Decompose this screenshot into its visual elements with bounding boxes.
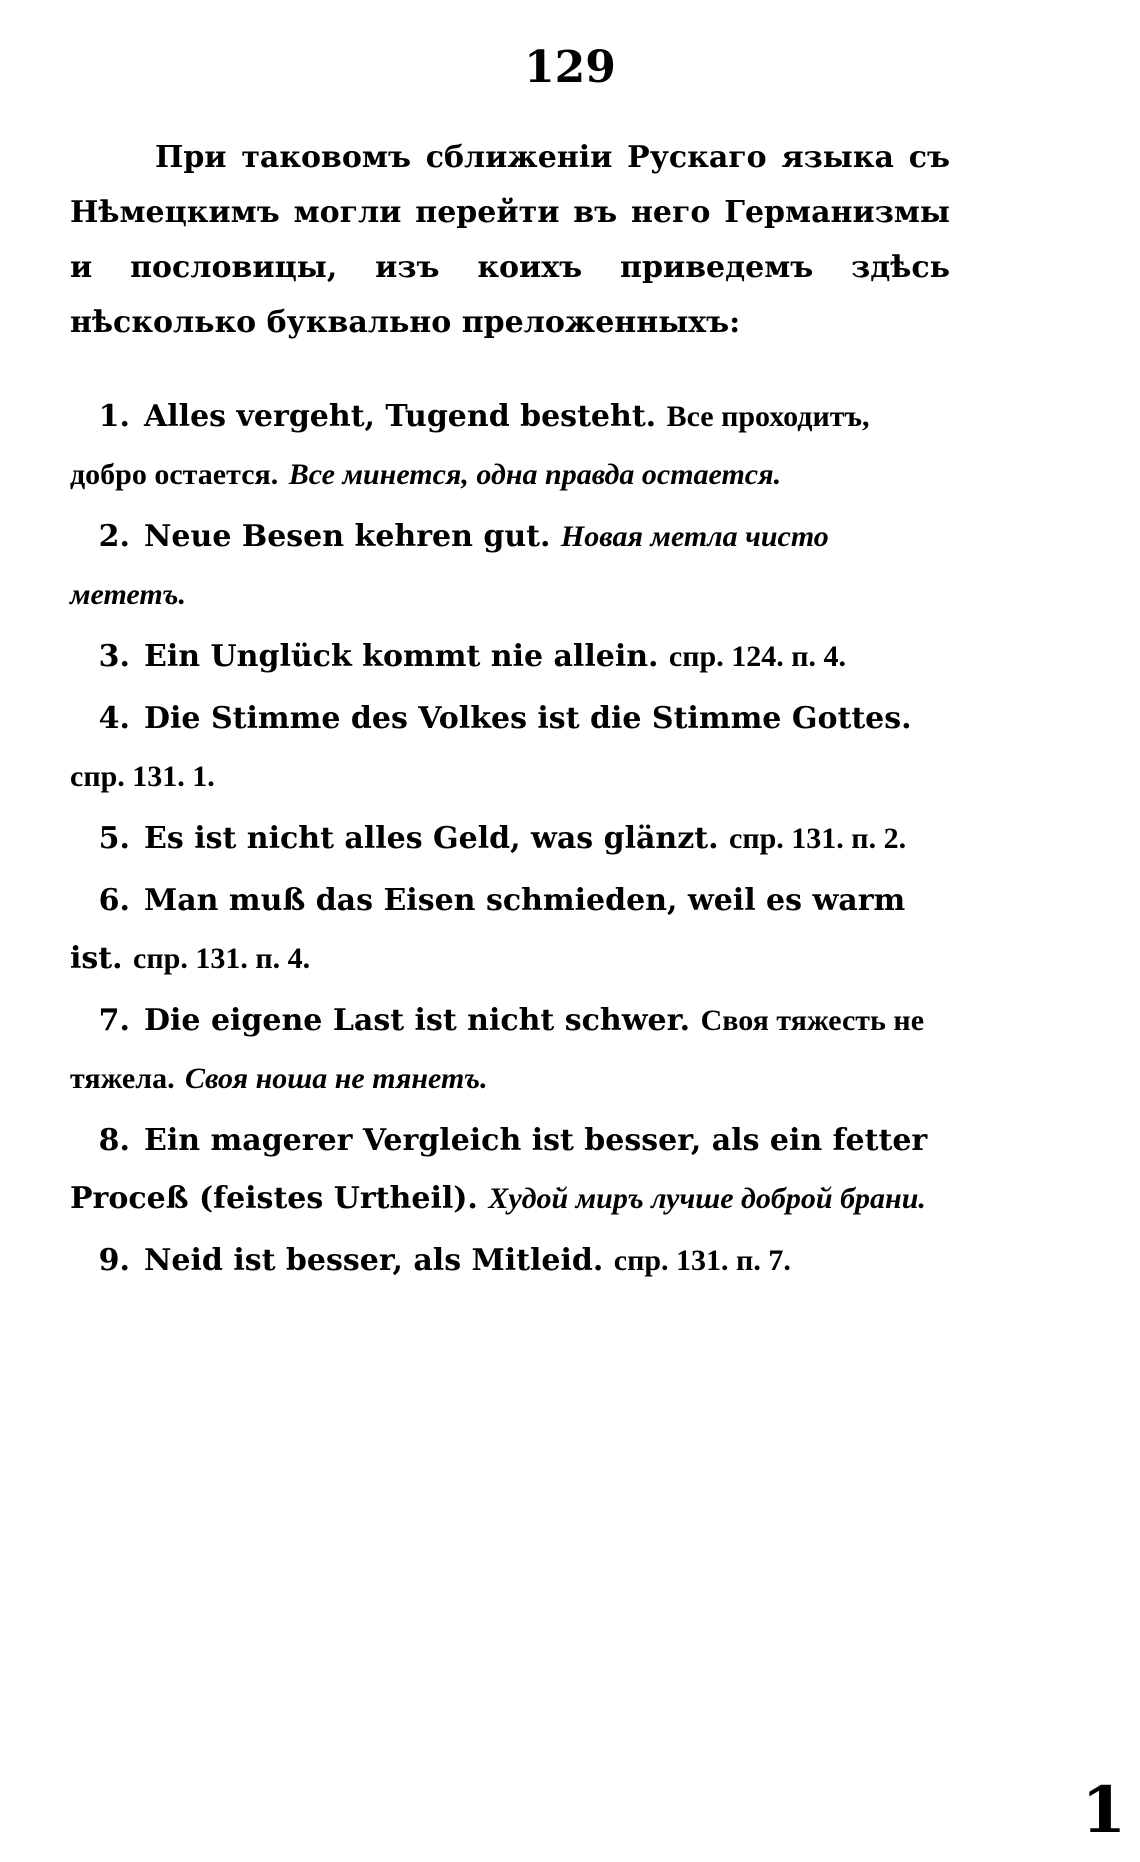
entry-russian: Все проходитъ, добро остается. (70, 400, 870, 491)
proverb-entry (70, 992, 950, 1108)
corner-mark: 1 (1081, 1773, 1126, 1848)
entry-german: Neid ist besser, als Mitleid. (144, 1243, 604, 1278)
entry-translation: Новая метла чисто мететъ. (70, 520, 829, 611)
entry-translation: Худой миръ лучше доброй брани. (488, 1182, 926, 1215)
entry-number: 1. (98, 399, 130, 434)
proverb-entry (70, 810, 950, 868)
entry-german: Alles vergeht, Tugend besteht. (144, 399, 657, 434)
proverb-entry (70, 1232, 950, 1290)
entry-translation: Все минется, одна правда остается. (288, 458, 782, 491)
page-number: 129 (524, 42, 616, 93)
proverb-entry (70, 1112, 950, 1228)
entry-reference: спр. 124. п. 4. (668, 640, 846, 673)
entry-german: Neue Besen kehren gut. (144, 519, 551, 554)
entry-number: 2. (98, 519, 130, 554)
entry-number: 8. (98, 1123, 130, 1158)
entry-german: Ein Unglück kommt nie allein. (144, 639, 659, 674)
entry-reference: спр. 131. 1. (70, 760, 215, 793)
entry-number: 3. (98, 639, 130, 674)
entry-number: 4. (98, 701, 130, 736)
entry-german: Es ist nicht alles Geld, was glänzt. (144, 821, 719, 856)
entry-reference: спр. 131. п. 2. (729, 822, 907, 855)
entry-german: Man muß das Eisen schmieden, weil es warm ist. (70, 883, 906, 976)
proverb-entry (70, 690, 950, 806)
proverb-list (70, 388, 950, 1294)
proverb-entry (70, 872, 950, 988)
entry-number: 9. (98, 1243, 130, 1278)
entry-reference: спр. 131. п. 4. (133, 942, 311, 975)
entry-german: Ein magerer Vergleich ist besser, als ein fetter Proceß (feistes Urtheil). (70, 1123, 928, 1216)
entry-reference: спр. 131. п. 7. (613, 1244, 791, 1277)
intro-paragraph (70, 130, 950, 350)
entry-russian: Своя тяжесть не тяжела. (70, 1004, 925, 1095)
entry-number: 5. (98, 821, 130, 856)
proverb-entry (70, 628, 950, 686)
entry-german: Die Stimme des Volkes ist die Stimme Gottes. (144, 701, 912, 736)
proverb-entry (70, 508, 950, 624)
entry-number: 7. (98, 1003, 130, 1038)
intro-text: При таковомъ сближенiи Рускаго языка съ Нѣмецкимъ могли перейти въ него Германизмы и пословицы, изъ коихъ приведемъ здѣсь нѣсколько буквально преложенныхъ: (70, 140, 950, 340)
entry-number: 6. (98, 883, 130, 918)
proverb-entry (70, 388, 950, 504)
entry-translation: Своя ноша не тянетъ. (185, 1062, 488, 1095)
entry-german: Die eigene Last ist nicht schwer. (144, 1003, 691, 1038)
